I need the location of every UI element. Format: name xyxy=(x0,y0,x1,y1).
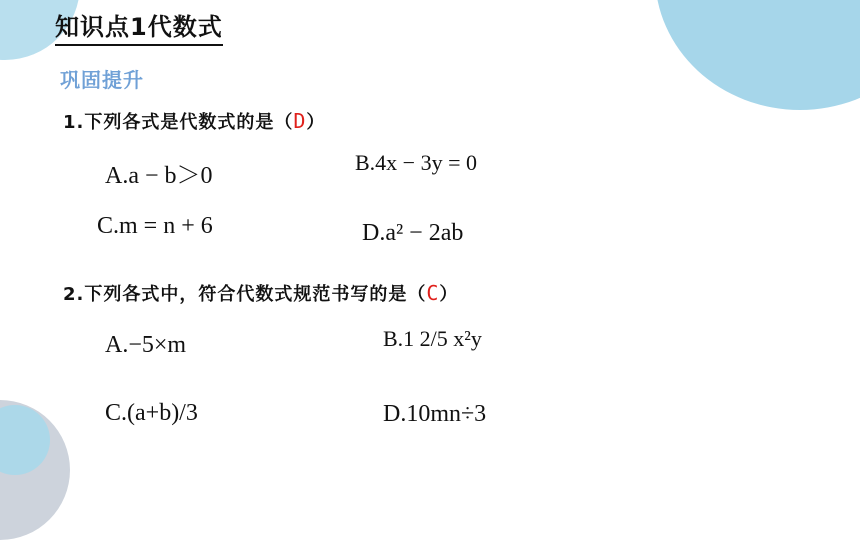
q1-option-d-text: D.a² − 2ab xyxy=(362,220,464,246)
q1-option-c-text: C.m = n + 6 xyxy=(97,213,213,239)
question-1-stem: 1.下列各式是代数式的是（ xyxy=(63,112,294,133)
q2-option-a xyxy=(105,332,186,359)
page-title: 知识点1代数式 xyxy=(55,12,223,46)
q2-option-c xyxy=(105,400,198,427)
question-1-close: ） xyxy=(306,112,326,133)
q2-option-a-text: A.−5×m xyxy=(105,332,187,358)
q1-option-b xyxy=(355,150,477,176)
q2-option-d xyxy=(383,401,486,428)
question-2-close: ） xyxy=(439,284,459,305)
q2-option-b-text: B.1 2/5 x²y xyxy=(383,326,482,351)
deco-circle-top-right xyxy=(655,0,860,110)
q1-option-a xyxy=(105,155,213,190)
q1-option-a-text: A.a − b＞0 xyxy=(105,163,213,189)
section-subtitle: 巩固提升 xyxy=(60,68,144,92)
q2-option-c-text: C.(a+b)/3 xyxy=(105,400,198,426)
q1-option-c xyxy=(97,213,213,240)
question-1-answer: D xyxy=(293,109,307,133)
q2-option-d-text: D.10mn÷3 xyxy=(383,401,487,427)
question-1 xyxy=(63,108,325,134)
question-2 xyxy=(63,280,458,306)
q1-option-b-text: B.4x − 3y = 0 xyxy=(355,150,477,175)
q1-option-d xyxy=(362,220,463,247)
question-2-stem: 2.下列各式中，符合代数式规范书写的是（ xyxy=(63,284,427,305)
question-2-answer: C xyxy=(426,281,440,305)
q2-option-b xyxy=(383,326,482,352)
